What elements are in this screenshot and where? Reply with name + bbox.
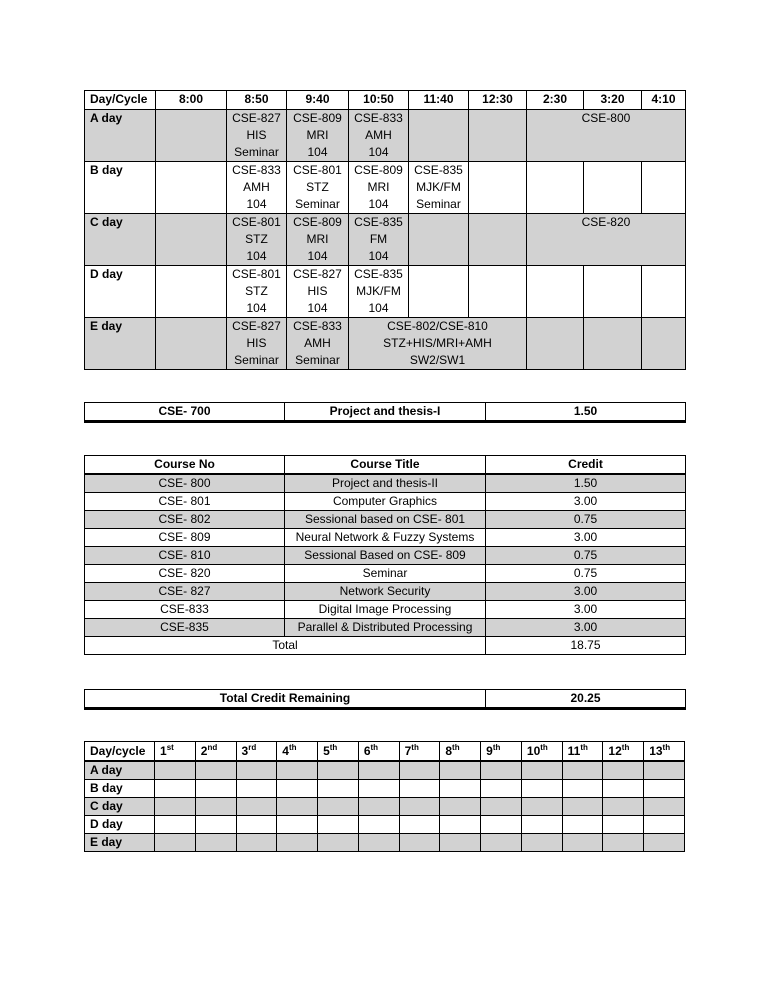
class-slot: CSE-827 HIS Seminar xyxy=(227,110,287,162)
cycle-cell xyxy=(644,834,685,852)
course-header-row xyxy=(85,456,686,475)
total-value: 18.75 xyxy=(486,637,686,655)
cycle-cell xyxy=(440,761,481,780)
class-schedule-table xyxy=(84,90,686,370)
cycle-cell xyxy=(440,816,481,834)
empty-slot xyxy=(156,266,227,318)
cycle-corner-header: Day/cycle xyxy=(85,742,155,762)
time-header: 2:30 xyxy=(527,91,584,110)
empty-slot xyxy=(409,110,469,162)
empty-slot xyxy=(527,318,584,370)
cycle-cell xyxy=(644,798,685,816)
class-slot: CSE-833 AMH Seminar xyxy=(287,318,349,370)
cycle-cell xyxy=(155,834,196,852)
empty-slot xyxy=(469,162,527,214)
cycle-cell xyxy=(236,798,277,816)
course-row xyxy=(85,547,686,565)
cycle-cell xyxy=(603,780,644,798)
cycle-cell xyxy=(481,834,522,852)
class-slot: CSE-835 MJK/FM Seminar xyxy=(409,162,469,214)
cycle-grid-table xyxy=(84,741,685,852)
cycle-cell xyxy=(195,834,236,852)
cycle-cell xyxy=(358,780,399,798)
cycle-grid-header-row xyxy=(85,742,685,762)
course-credit: 3.00 xyxy=(486,529,686,547)
course-no: CSE- 802 xyxy=(85,511,285,529)
remaining-row xyxy=(85,690,686,709)
course-no: CSE- 800 xyxy=(85,474,285,493)
project-row xyxy=(85,403,686,422)
afternoon-class-slot: CSE-800 xyxy=(527,110,686,162)
project-code: CSE- 700 xyxy=(85,403,285,422)
cycle-column-header: 10th xyxy=(521,742,562,762)
cycle-column-header: 11th xyxy=(562,742,603,762)
schedule-row-a-day xyxy=(85,110,686,162)
cycle-cell xyxy=(277,798,318,816)
cycle-cell xyxy=(521,798,562,816)
cycle-cell xyxy=(318,780,359,798)
cycle-cell xyxy=(277,834,318,852)
time-header: 11:40 xyxy=(409,91,469,110)
cycle-column-header: 3rd xyxy=(236,742,277,762)
course-title: Sessional based on CSE- 801 xyxy=(285,511,486,529)
cycle-cell xyxy=(481,761,522,780)
course-credit: 0.75 xyxy=(486,565,686,583)
course-credit: 3.00 xyxy=(486,583,686,601)
cycle-cell xyxy=(358,761,399,780)
cycle-cell xyxy=(155,798,196,816)
course-title: Neural Network & Fuzzy Systems xyxy=(285,529,486,547)
class-slot: CSE-801 STZ Seminar xyxy=(287,162,349,214)
cycle-column-header: 13th xyxy=(644,742,685,762)
cycle-cell xyxy=(562,780,603,798)
course-credit: 3.00 xyxy=(486,493,686,511)
cycle-cell xyxy=(399,834,440,852)
cycle-column-header: 7th xyxy=(399,742,440,762)
course-title: Seminar xyxy=(285,565,486,583)
cycle-cell xyxy=(562,798,603,816)
class-slot: CSE-827 HIS 104 xyxy=(287,266,349,318)
cycle-cell xyxy=(155,816,196,834)
course-title: Computer Graphics xyxy=(285,493,486,511)
cycle-column-header: 12th xyxy=(603,742,644,762)
time-header: 8:50 xyxy=(227,91,287,110)
remaining-value: 20.25 xyxy=(486,690,686,709)
cycle-cell xyxy=(318,834,359,852)
course-title: Digital Image Processing xyxy=(285,601,486,619)
day-label: A day xyxy=(85,761,155,780)
cycle-cell xyxy=(236,834,277,852)
cycle-cell xyxy=(195,798,236,816)
cycle-cell xyxy=(399,798,440,816)
cycle-column-header: 1st xyxy=(155,742,196,762)
day-label: C day xyxy=(85,798,155,816)
cycle-cell xyxy=(236,780,277,798)
cycle-cell xyxy=(562,834,603,852)
time-header: 4:10 xyxy=(642,91,686,110)
cycle-cell xyxy=(521,780,562,798)
course-credit: 0.75 xyxy=(486,511,686,529)
class-slot: CSE-809 MRI 104 xyxy=(349,162,409,214)
day-label: B day xyxy=(85,780,155,798)
schedule-row-c-day xyxy=(85,214,686,266)
cycle-column-header: 2nd xyxy=(195,742,236,762)
course-credit: 3.00 xyxy=(486,619,686,637)
empty-slot xyxy=(469,110,527,162)
cycle-cell xyxy=(155,761,196,780)
cycle-cell xyxy=(481,780,522,798)
remaining-label: Total Credit Remaining xyxy=(85,690,486,709)
course-row xyxy=(85,474,686,493)
empty-slot xyxy=(642,162,686,214)
time-header: 3:20 xyxy=(584,91,642,110)
day-label: E day xyxy=(85,834,155,852)
cycle-cell xyxy=(603,834,644,852)
class-slot: CSE-809 MRI 104 xyxy=(287,214,349,266)
course-no: CSE- 810 xyxy=(85,547,285,565)
cycle-cell xyxy=(603,761,644,780)
cycle-cell xyxy=(155,780,196,798)
day-label: D day xyxy=(85,816,155,834)
course-title-header: Course Title xyxy=(285,456,486,475)
day-label: A day xyxy=(85,110,156,162)
course-row xyxy=(85,511,686,529)
cycle-cell xyxy=(521,834,562,852)
schedule-row-e-day xyxy=(85,318,686,370)
empty-slot xyxy=(469,266,527,318)
cycle-column-header: 8th xyxy=(440,742,481,762)
cycle-column-header: 5th xyxy=(318,742,359,762)
cycle-column-header: 6th xyxy=(358,742,399,762)
cycle-cell xyxy=(603,798,644,816)
empty-slot xyxy=(156,318,227,370)
cycle-cell xyxy=(195,816,236,834)
empty-slot xyxy=(642,266,686,318)
class-slot: CSE-835 MJK/FM 104 xyxy=(349,266,409,318)
cycle-cell xyxy=(277,761,318,780)
cycle-cell xyxy=(562,761,603,780)
cycle-cell xyxy=(399,761,440,780)
course-title: Project and thesis-II xyxy=(285,474,486,493)
course-no-header: Course No xyxy=(85,456,285,475)
cycle-cell xyxy=(277,780,318,798)
time-header: 12:30 xyxy=(469,91,527,110)
class-slot: CSE-809 MRI 104 xyxy=(287,110,349,162)
cycle-cell xyxy=(481,798,522,816)
schedule-header-row xyxy=(85,91,686,110)
class-slot: CSE-833 AMH 104 xyxy=(349,110,409,162)
empty-slot xyxy=(584,266,642,318)
empty-slot xyxy=(469,214,527,266)
empty-slot xyxy=(156,162,227,214)
course-credit: 1.50 xyxy=(486,474,686,493)
cycle-cell xyxy=(440,834,481,852)
empty-slot xyxy=(527,266,584,318)
time-header: 10:50 xyxy=(349,91,409,110)
course-no: CSE- 827 xyxy=(85,583,285,601)
empty-slot xyxy=(156,110,227,162)
empty-slot xyxy=(409,214,469,266)
course-row xyxy=(85,619,686,637)
remaining-credit-table xyxy=(84,689,686,710)
cycle-cell xyxy=(236,761,277,780)
cycle-cell xyxy=(440,798,481,816)
empty-slot xyxy=(156,214,227,266)
day-label: E day xyxy=(85,318,156,370)
project-credit: 1.50 xyxy=(486,403,686,422)
class-slot: CSE-801 STZ 104 xyxy=(227,214,287,266)
cycle-grid-row xyxy=(85,834,685,852)
course-table xyxy=(84,455,686,655)
afternoon-class-slot: CSE-820 xyxy=(527,214,686,266)
time-header: 8:00 xyxy=(156,91,227,110)
course-no: CSE- 801 xyxy=(85,493,285,511)
course-no: CSE-833 xyxy=(85,601,285,619)
cycle-cell xyxy=(603,816,644,834)
cycle-cell xyxy=(195,780,236,798)
day-label: D day xyxy=(85,266,156,318)
cycle-cell xyxy=(481,816,522,834)
empty-slot xyxy=(642,318,686,370)
cycle-grid-row xyxy=(85,798,685,816)
cycle-column-header: 4th xyxy=(277,742,318,762)
cycle-cell xyxy=(318,761,359,780)
cycle-cell xyxy=(277,816,318,834)
schedule-row-b-day xyxy=(85,162,686,214)
cycle-cell xyxy=(358,798,399,816)
cycle-cell xyxy=(562,816,603,834)
cycle-cell xyxy=(318,816,359,834)
cycle-cell xyxy=(644,816,685,834)
course-row xyxy=(85,565,686,583)
cycle-cell xyxy=(358,816,399,834)
course-title: Network Security xyxy=(285,583,486,601)
course-total-row xyxy=(85,637,686,655)
cycle-column-header: 9th xyxy=(481,742,522,762)
empty-slot xyxy=(527,162,584,214)
cycle-grid-row xyxy=(85,816,685,834)
class-slot: CSE-827 HIS Seminar xyxy=(227,318,287,370)
course-no: CSE- 809 xyxy=(85,529,285,547)
total-label: Total xyxy=(85,637,486,655)
cycle-cell xyxy=(318,798,359,816)
project-table xyxy=(84,402,686,423)
course-credit: 3.00 xyxy=(486,601,686,619)
course-row xyxy=(85,601,686,619)
course-rows xyxy=(85,474,686,637)
sessional-class-slot: CSE-802/CSE-810 STZ+HIS/MRI+AMH SW2/SW1 xyxy=(349,318,527,370)
cycle-cell xyxy=(399,780,440,798)
cycle-cell xyxy=(195,761,236,780)
course-row xyxy=(85,493,686,511)
day-label: B day xyxy=(85,162,156,214)
cycle-cell xyxy=(644,780,685,798)
class-slot: CSE-835 FM 104 xyxy=(349,214,409,266)
credit-header: Credit xyxy=(486,456,686,475)
course-row xyxy=(85,583,686,601)
cycle-cell xyxy=(358,834,399,852)
cycle-cell xyxy=(521,816,562,834)
empty-slot xyxy=(409,266,469,318)
course-credit: 0.75 xyxy=(486,547,686,565)
cycle-cell xyxy=(521,761,562,780)
empty-slot xyxy=(584,318,642,370)
cycle-cell xyxy=(644,761,685,780)
schedule-row-d-day xyxy=(85,266,686,318)
cycle-cell xyxy=(236,816,277,834)
course-title: Parallel & Distributed Processing xyxy=(285,619,486,637)
time-header: 9:40 xyxy=(287,91,349,110)
course-no: CSE- 820 xyxy=(85,565,285,583)
empty-slot xyxy=(584,162,642,214)
cycle-grid-row xyxy=(85,780,685,798)
schedule-corner-header: Day/Cycle xyxy=(85,91,156,110)
class-slot: CSE-833 AMH 104 xyxy=(227,162,287,214)
cycle-cell xyxy=(399,816,440,834)
day-label: C day xyxy=(85,214,156,266)
course-no: CSE-835 xyxy=(85,619,285,637)
course-row xyxy=(85,529,686,547)
cycle-cell xyxy=(440,780,481,798)
class-slot: CSE-801 STZ 104 xyxy=(227,266,287,318)
cycle-grid-rows xyxy=(85,761,685,852)
cycle-grid-row xyxy=(85,761,685,780)
project-title: Project and thesis-I xyxy=(285,403,486,422)
course-title: Sessional Based on CSE- 809 xyxy=(285,547,486,565)
